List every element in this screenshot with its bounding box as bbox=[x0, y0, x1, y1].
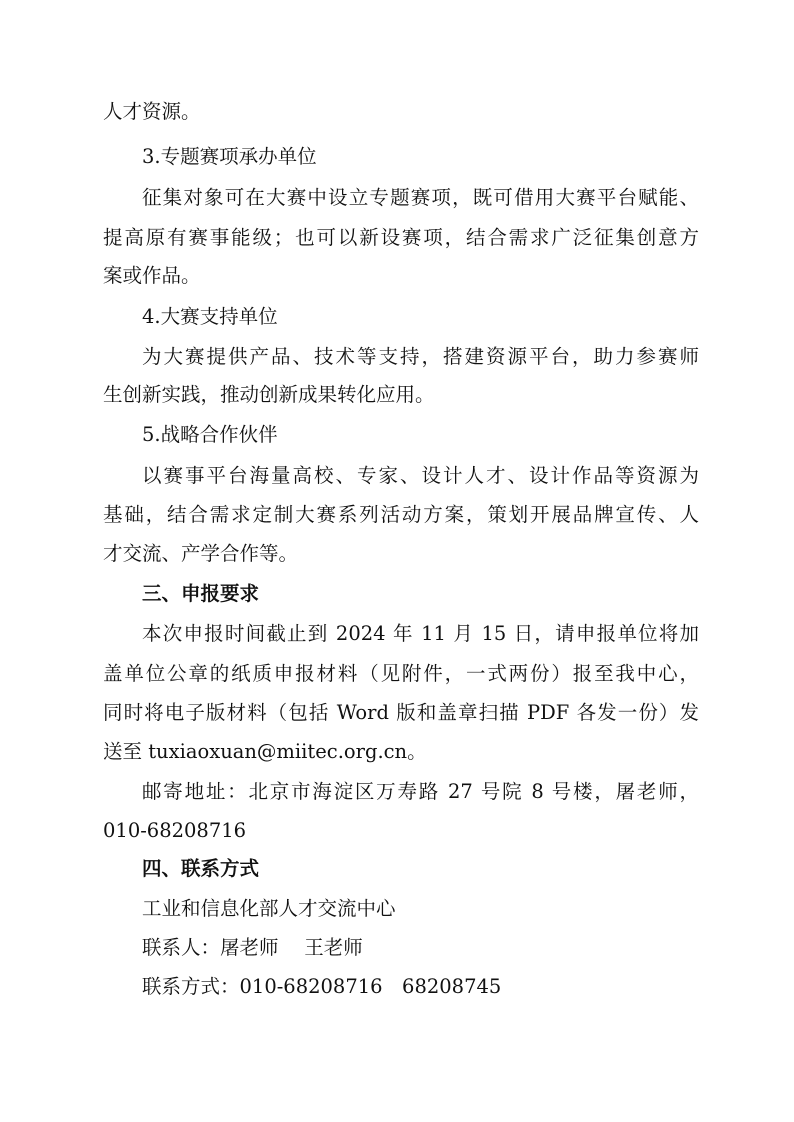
section-subheading: 5.战略合作伙伴 bbox=[142, 423, 278, 446]
contact-persons: 联系人：屠老师 王老师 bbox=[142, 936, 363, 959]
paragraph-line: 为大赛提供产品、技术等支持，搭建资源平台，助力参赛师 bbox=[142, 345, 699, 368]
phone-line: 010-68208716 bbox=[103, 819, 247, 842]
paragraph-line: 人才资源。 bbox=[103, 100, 201, 123]
mailing-address-line: 邮寄地址：北京市海淀区万寿路 27 号院 8 号楼，屠老师， bbox=[142, 780, 699, 803]
paragraph-line: 案或作品。 bbox=[103, 264, 201, 287]
paragraph-line: 提高原有赛事能级；也可以新设赛项，结合需求广泛征集创意方 bbox=[103, 226, 699, 249]
organization-name: 工业和信息化部人才交流中心 bbox=[142, 897, 396, 920]
paragraph-line: 同时将电子版材料（包括 Word 版和盖章扫描 PDF 各发一份）发 bbox=[103, 701, 699, 724]
paragraph-line: 才交流、产学合作等。 bbox=[103, 542, 299, 565]
paragraph-line: 基础，结合需求定制大赛系列活动方案，策划开展品牌宣传、人 bbox=[103, 503, 699, 526]
section-subheading: 4.大赛支持单位 bbox=[142, 305, 278, 328]
email-line: 送至 tuxiaoxuan@miitec.org.cn。 bbox=[103, 740, 427, 763]
contact-phones: 联系方式：010-68208716 68208745 bbox=[142, 975, 502, 998]
paragraph-line: 征集对象可在大赛中设立专题赛项，既可借用大赛平台赋能、 bbox=[142, 186, 699, 209]
paragraph-line: 以赛事平台海量高校、专家、设计人才、设计作品等资源为 bbox=[142, 464, 699, 487]
section-heading: 三、申报要求 bbox=[142, 582, 260, 605]
section-heading: 四、联系方式 bbox=[142, 857, 260, 880]
paragraph-line: 生创新实践，推动创新成果转化应用。 bbox=[103, 383, 435, 406]
paragraph-line: 本次申报时间截止到 2024 年 11 月 15 日，请申报单位将加 bbox=[142, 622, 699, 645]
paragraph-line: 盖单位公章的纸质申报材料（见附件，一式两份）报至我中心， bbox=[103, 662, 699, 685]
section-subheading: 3.专题赛项承办单位 bbox=[142, 145, 317, 168]
